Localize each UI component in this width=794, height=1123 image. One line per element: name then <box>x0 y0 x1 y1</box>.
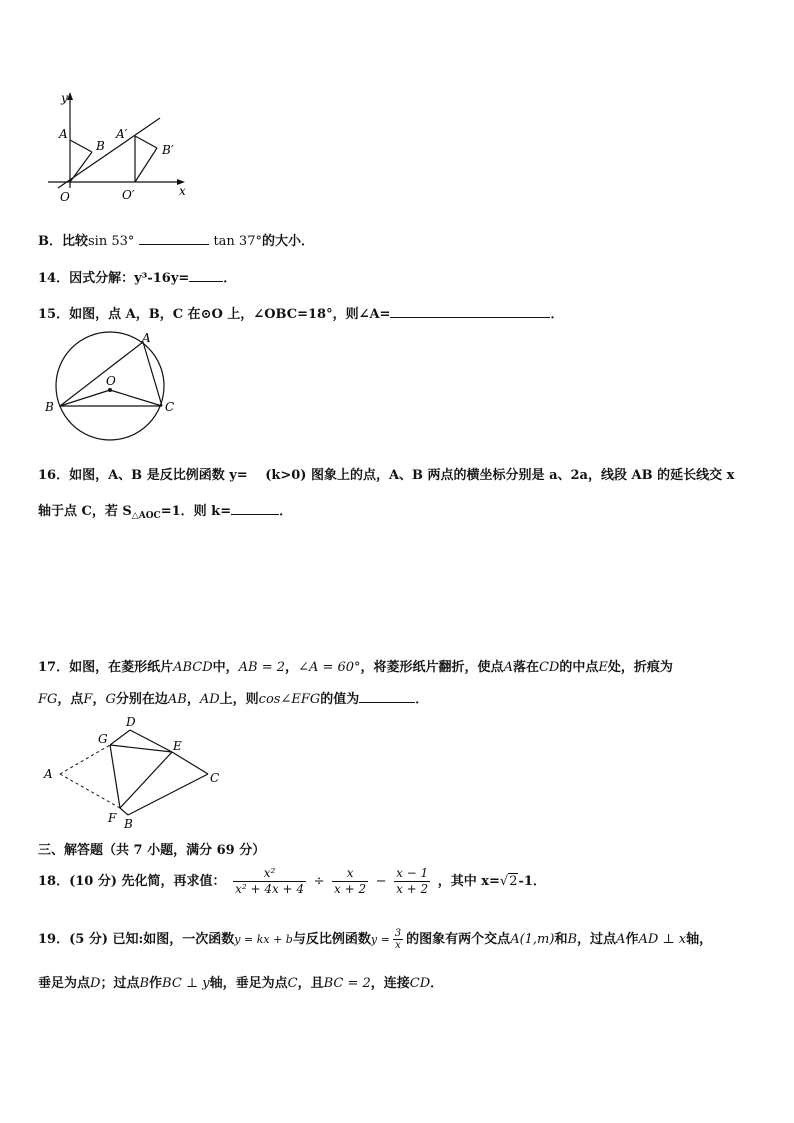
fig15-label-C: C <box>165 400 175 414</box>
q18-sqrt: √2 <box>499 874 518 889</box>
fig17-label-B: B <box>124 817 133 831</box>
question-13b: B．比较sin 53° tan 37°的大小． <box>38 234 314 249</box>
answer-blank-16[interactable] <box>231 502 279 515</box>
fig15-label-B: B <box>45 400 54 414</box>
question-16-line-1: 16．如图，A、B 是反比例函数 y= (k>0) 图象上的点，A、B 两点的横坐标分别是 a、2a，线段 AB 的延长线交 x <box>38 468 735 483</box>
fig13-label-y: y <box>61 91 68 105</box>
question-19-line-1: 19．(5 分) 已知:如图，一次函数y = kx + b与反比例函数y = $\frac{3}{x}$ 的图象有两个交点A(1,m)和B，过点A作AD ⊥ x轴， <box>38 928 713 951</box>
sin-expr: sin 53° <box>88 234 135 249</box>
answer-blank-13b[interactable] <box>139 232 209 245</box>
figure-17-rhombus-diagram <box>38 712 228 834</box>
fig15-label-O: O <box>106 374 116 388</box>
fig17-label-G: G <box>98 732 108 746</box>
fig13-label-A: A <box>59 127 68 141</box>
fig13-label-O: O <box>60 190 70 204</box>
question-16-line-2: 轴于点 C，若 $S_{\triangle AOC}=1$．则 k= ． <box>38 504 293 521</box>
fig15-label-A: A <box>142 331 151 345</box>
figure-15-circle-diagram <box>40 330 190 445</box>
fig17-label-A: A <box>44 767 53 781</box>
q18-fraction-2: $\frac{x}{x + 2}$ <box>334 866 367 896</box>
question-14: 14．因式分解：y³-16y= ． <box>38 271 237 286</box>
fig13-label-O-prime: O′ <box>122 188 135 202</box>
figure-13-coordinate-diagram <box>40 88 200 208</box>
question-17-line-1: 17．如图，在菱形纸片ABCD中，AB = 2，∠A = 60°，将菱形纸片翻折，使点A落在CD的中点E处，折痕为 <box>38 660 673 675</box>
fig17-label-F: F <box>108 811 117 825</box>
fig13-label-A-prime: A′ <box>116 127 128 141</box>
q18-fraction-3: $\frac{x - 1}{x + 2}$ <box>396 866 429 896</box>
fig13-label-B: B <box>96 139 105 153</box>
fig13-label-x: x <box>179 184 186 198</box>
question-15: 15．如图，点 A，B，C 在⊙O 上，∠OBC=18°，则∠A= ． <box>38 307 564 322</box>
question-19-line-2: 垂足为点D；过点B作BC ⊥ y轴，垂足为点C，且BC = 2，连接CD． <box>38 976 444 991</box>
fig17-label-C: C <box>210 771 220 785</box>
section-3-heading: 三、解答题（共 7 小题，满分 69 分） <box>38 843 266 858</box>
fig17-label-E: E <box>173 739 182 753</box>
fig13-label-B-prime: B′ <box>162 143 174 157</box>
question-18: 18．(10 分) 先化简，再求值： $\frac{\text{x²}}{\text{x² + 4x + 4}}$ ÷ $\frac{x}{x + 2}$ − $\frac{x - 1}{x + 2}$ ，其中 x=√2-1． <box>38 866 546 896</box>
q19-fraction: $\frac{3}{x}$ <box>394 928 402 951</box>
answer-blank-15[interactable] <box>390 305 550 318</box>
answer-blank-17[interactable] <box>359 690 415 703</box>
question-17-line-2: FG，点F，G分别在边AB，AD上，则cos∠EFG的值为 ． <box>38 692 429 707</box>
fig17-label-D: D <box>126 715 136 729</box>
q18-fraction-1: $\frac{\text{x²}}{\text{x² + 4x + 4}}$ <box>235 866 305 896</box>
tan-expr: tan 37° <box>213 234 262 249</box>
q14-expression: y³-16y= <box>134 271 190 286</box>
answer-blank-14[interactable] <box>189 269 223 282</box>
